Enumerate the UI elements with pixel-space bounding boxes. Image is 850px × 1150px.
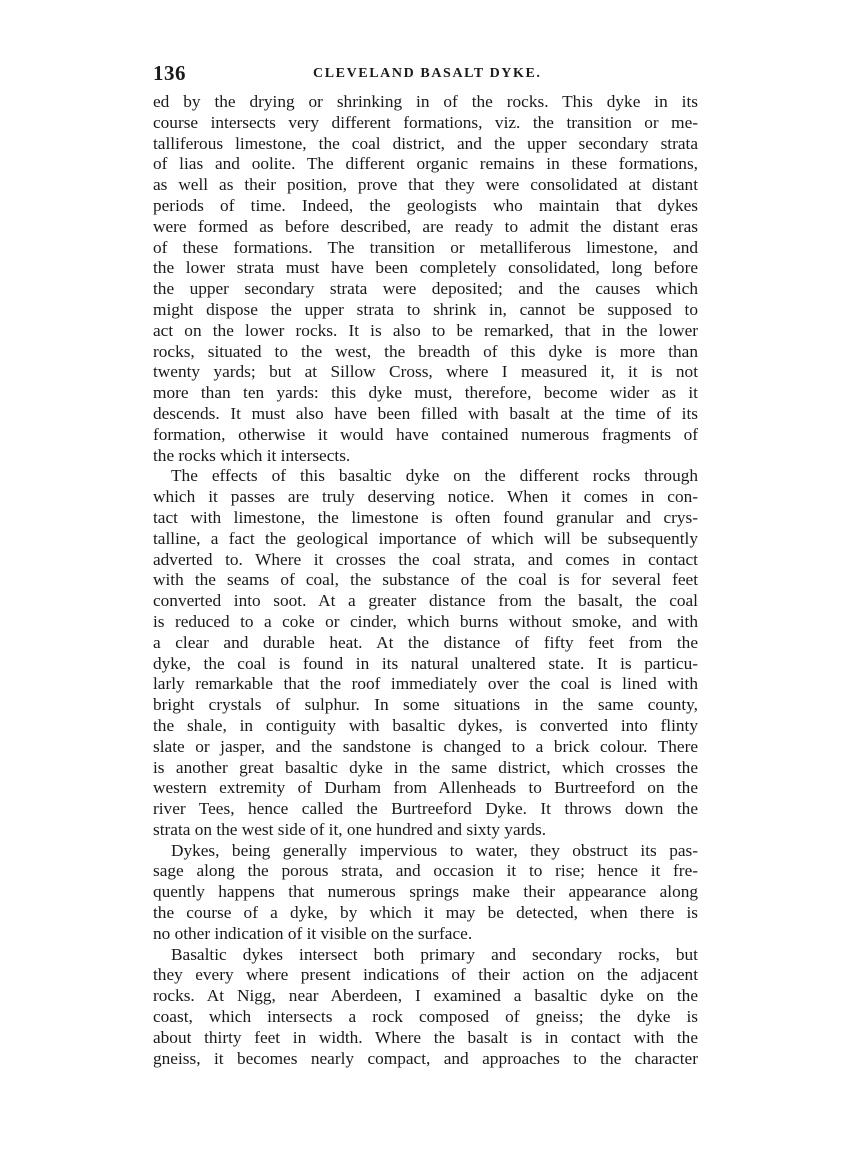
text-line: is another great basaltic dyke in the same district, which crosses the bbox=[153, 757, 698, 777]
text-line: formation, otherwise it would have contained numerous fragments of bbox=[153, 424, 698, 444]
text-line: periods of time. Indeed, the geologists who maintain that dykes bbox=[153, 195, 698, 215]
text-line: tact with limestone, the limestone is often found granular and crys- bbox=[153, 507, 698, 527]
text-line: converted into soot. At a greater distance from the basalt, the coal bbox=[153, 591, 698, 611]
text-line: larly remarkable that the roof immediately over the coal is lined with bbox=[153, 674, 698, 694]
text-line: bright crystals of sulphur. In some situations in the same county, bbox=[153, 695, 698, 715]
text-line: quently happens that numerous springs make their appearance along bbox=[153, 882, 698, 902]
text-line: with the seams of coal, the substance of the coal is for several feet bbox=[153, 570, 698, 590]
text-line: sage along the porous strata, and occasion it to rise; hence it fre- bbox=[153, 861, 698, 881]
text-line: were formed as before described, are ready to admit the distant eras bbox=[153, 216, 698, 236]
text-line: the lower strata must have been completely consolidated, long before bbox=[153, 258, 698, 278]
text-line: adverted to. Where it crosses the coal strata, and comes in contact bbox=[153, 549, 698, 569]
text-line: about thirty feet in width. Where the basalt is in contact with the bbox=[153, 1027, 698, 1047]
text-line: of these formations. The transition or metalliferous limestone, and bbox=[153, 237, 698, 257]
text-line: more than ten yards: this dyke must, therefore, become wider as it bbox=[153, 383, 698, 403]
text-line: which it passes are truly deserving notice. When it comes in con- bbox=[153, 487, 698, 507]
text-line: ed by the drying or shrinking in of the rocks. This dyke in its bbox=[153, 92, 698, 111]
text-line: twenty yards; but at Sillow Cross, where I measured it, it is not bbox=[153, 362, 698, 382]
text-line: the course of a dyke, by which it may be detected, when there is bbox=[153, 903, 698, 923]
text-line: rocks, situated to the west, the breadth of this dyke is more than bbox=[153, 341, 698, 361]
text-line: no other indication of it visible on the surface. bbox=[153, 923, 473, 943]
text-line: the rocks which it intersects. bbox=[153, 445, 351, 465]
text-line: Basaltic dykes intersect both primary and secondary rocks, but bbox=[171, 944, 698, 964]
text-line: gneiss, it becomes nearly compact, and approaches to the character bbox=[153, 1048, 698, 1068]
text-line: a clear and durable heat. At the distance of fifty feet from the bbox=[153, 632, 698, 652]
text-line: river Tees, hence called the Burtreeford Dyke. It throws down the bbox=[153, 799, 698, 819]
text-line: they every where present indications of their action on the adjacent bbox=[153, 965, 698, 985]
text-line: course intersects very different formations, viz. the transition or me- bbox=[153, 112, 698, 132]
text-line: of lias and oolite. The different organic remains in these formations, bbox=[153, 154, 698, 174]
text-line: coast, which intersects a rock composed of gneiss; the dyke is bbox=[153, 1007, 698, 1027]
text-line: strata on the west side of it, one hundred and sixty yards. bbox=[153, 819, 547, 839]
page-number: 136 bbox=[153, 61, 186, 85]
text-line: dyke, the coal is found in its natural unaltered state. It is particu- bbox=[153, 653, 698, 673]
text-line: The effects of this basaltic dyke on the different rocks through bbox=[171, 466, 698, 486]
text-line: might dispose the upper strata to shrink in, cannot be supposed to bbox=[153, 299, 698, 319]
body-text bbox=[153, 92, 698, 1069]
running-head bbox=[153, 60, 698, 92]
text-line: the upper secondary strata were deposited; and the causes which bbox=[153, 279, 698, 299]
text-line: as well as their position, prove that they were consolidated at distant bbox=[153, 175, 698, 195]
text-line: talliferous limestone, the coal district, and the upper secondary strata bbox=[153, 133, 698, 153]
running-title: CLEVELAND BASALT DYKE. bbox=[313, 66, 542, 81]
text-line: rocks. At Nigg, near Aberdeen, I examined a basaltic dyke on the bbox=[153, 986, 698, 1006]
book-page bbox=[153, 60, 698, 1100]
text-line: talline, a fact the geological importance of which will be subsequently bbox=[153, 528, 698, 548]
text-line: descends. It must also have been filled with basalt at the time of its bbox=[153, 403, 698, 423]
text-line: Dykes, being generally impervious to water, they obstruct its pas- bbox=[171, 840, 698, 860]
text-line: western extremity of Durham from Allenheads to Burtreeford on the bbox=[153, 778, 698, 798]
text-line: is reduced to a coke or cinder, which burns without smoke, and with bbox=[153, 611, 698, 631]
text-line: act on the lower rocks. It is also to be remarked, that in the lower bbox=[153, 320, 698, 340]
text-line: the shale, in contiguity with basaltic dykes, is converted into flinty bbox=[153, 715, 698, 735]
text-line: slate or jasper, and the sandstone is changed to a brick colour. There bbox=[153, 736, 698, 756]
